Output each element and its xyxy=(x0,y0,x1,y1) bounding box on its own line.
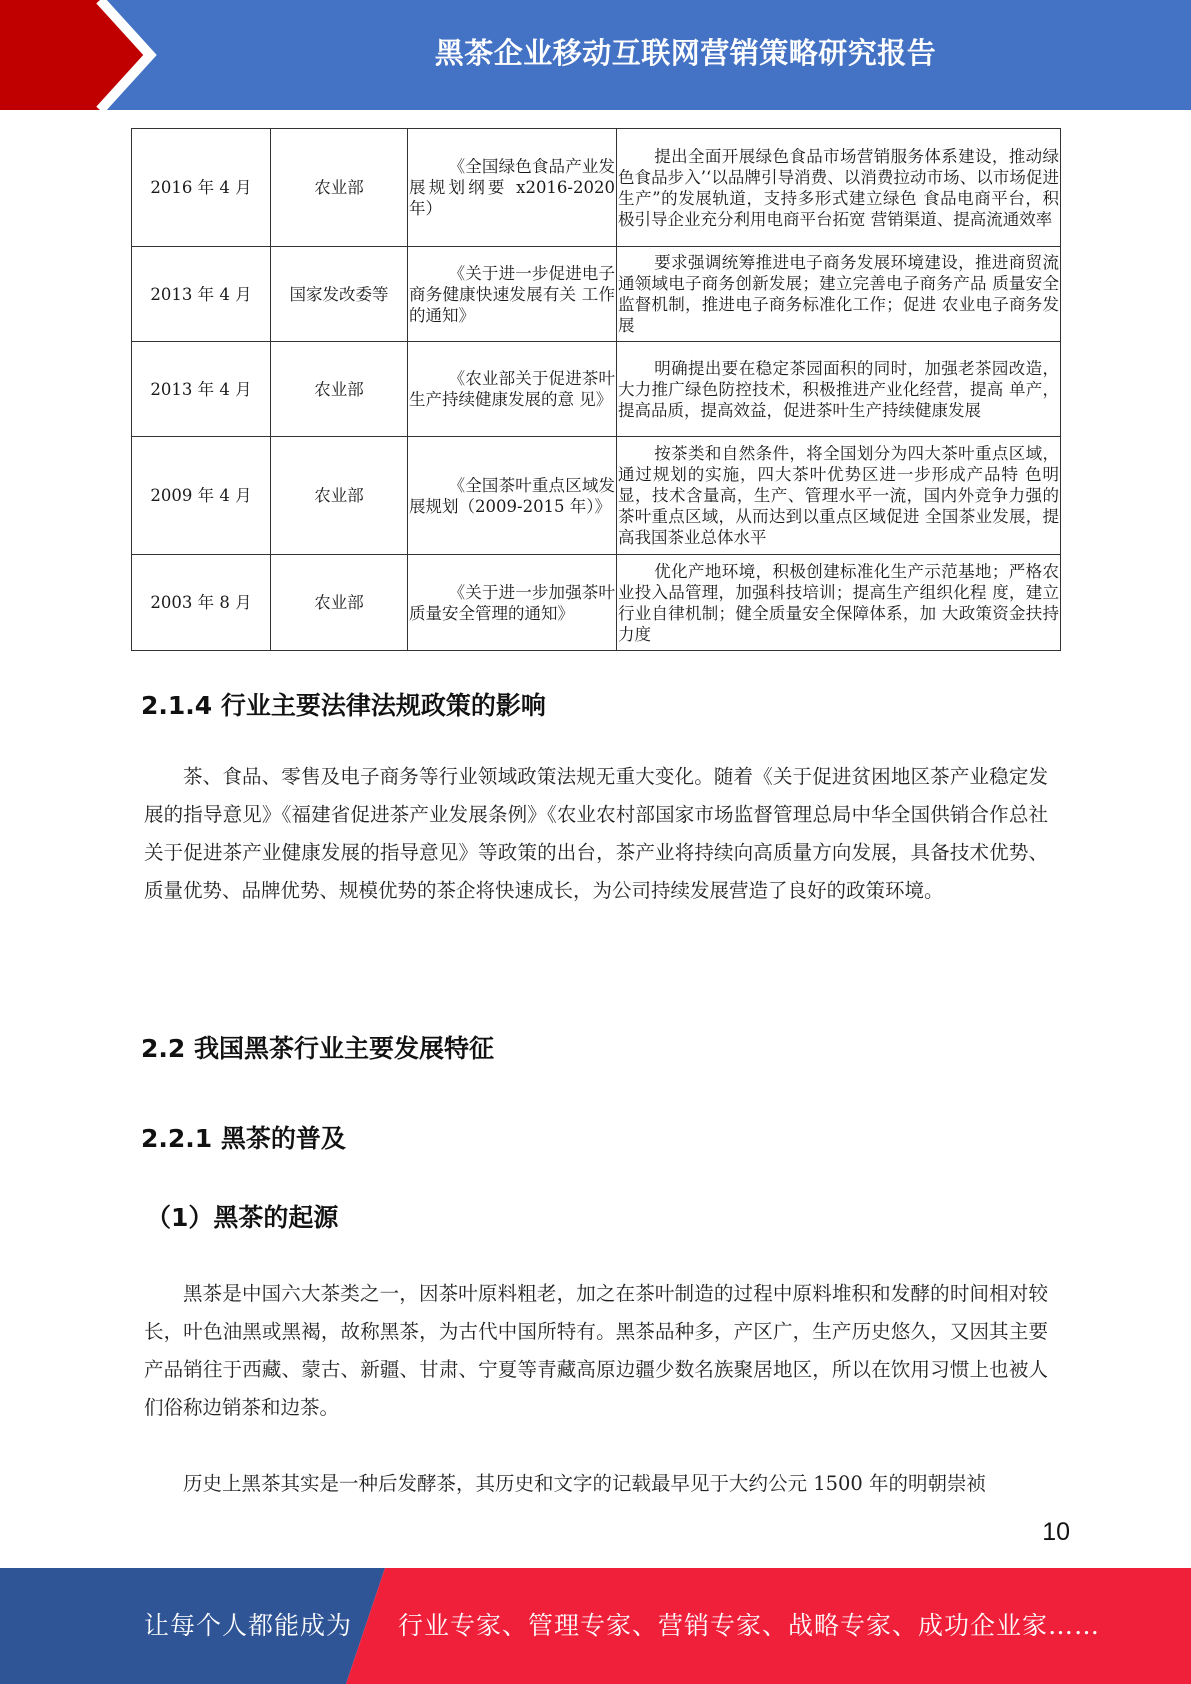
section-heading-2-2: 2.2 我国黑茶行业主要发展特征 xyxy=(141,1034,494,1063)
report-title: 黑茶企业移动互联网营销策略研究报告 xyxy=(434,36,937,70)
policy-table xyxy=(131,128,1061,651)
table-cell-policy-content: 优化产地环境，积极创建标准化生产示范基地；严格农业投入品管理，加强科技培训；提高生产组织化程 度，建立行业自律机制；健全质量安全保障体系，加 大政策资金扶持力度 xyxy=(617,555,1061,651)
table-cell-policy-title: 《关于进一步加强茶叶 质量安全管理的通知》 xyxy=(408,555,617,651)
table-cell-policy-content: 按茶类和自然条件，将全国划分为四大茶叶重点区域， 通过规划的实施，四大茶叶优势区进一步形成产品特 色明显，技术含量高，生产、管理水平一流，国内外竞争力强的茶叶重点区域，从而达到以重点区域促进 全国茶业发展，提高我国茶业总体水平 xyxy=(617,437,1061,555)
table-row xyxy=(132,129,1061,247)
table-cell-policy-title: 《关于进一步促进电子 商务健康快速发展有关 工作的通知》 xyxy=(408,247,617,342)
header-red-chevron xyxy=(0,0,150,110)
footer-slogan-right: 行业专家、管理专家、营销专家、战略专家、成功企业家…… xyxy=(398,1611,1101,1640)
table-cell-department: 农业部 xyxy=(271,129,408,247)
table-cell-department: 农业部 xyxy=(271,437,408,555)
origin-paragraph-2: 历史上黑茶其实是一种后发酵茶，其历史和文字的记载最早见于大约公元 1500 年的明朝崇祯 xyxy=(183,1472,987,1495)
table-cell-policy-title: 《农业部关于促进茶叶 生产持续健康发展的意 见》 xyxy=(408,342,617,437)
page-number: 10 xyxy=(1042,1518,1070,1546)
origin-paragraph-1: 黑茶是中国六大茶类之一，因茶叶原料粗老，加之在茶叶制造的过程中原料堆积和发酵的时间相对较长，叶色油黑或黑褐，故称黑茶，为古代中国所特有。黑茶品种多，产区广，生产历史悠久，又因其主要产品销往于西藏、蒙古、新疆、甘肃、宁夏等青藏高原边疆少数名族聚居地区，所以在饮用习惯上也被人们俗称边销茶和边茶。 xyxy=(144,1282,1048,1419)
table-cell-date: 2013 年 4 月 xyxy=(132,247,271,342)
section-2-1-4-paragraph: 茶、食品、零售及电子商务等行业领域政策法规无重大变化。随着《关于促进贫困地区茶产业稳定发展的指导意见》《福建省促进茶产业发展条例》《农业农村部国家市场监督管理总局中华全国供销合作总社关于促进茶产业健康发展的指导意见》等政策的出台，茶产业将持续向高质量方向发展，具备技术优势、质量优势、品牌优势、规模优势的茶企将快速成长，为公司持续发展营造了良好的政策环境。 xyxy=(144,765,1048,902)
table-cell-policy-content: 明确提出要在稳定茶园面积的同时，加强老茶园改造， 大力推广绿色防控技术，积极推进产业化经营，提高 单产，提高品质，提高效益，促进茶叶生产持续健康发展 xyxy=(617,342,1061,437)
page-footer xyxy=(0,1568,1191,1684)
table-cell-department: 国家发改委等 xyxy=(271,247,408,342)
table-cell-date: 2009 年 4 月 xyxy=(132,437,271,555)
table-cell-policy-content: 要求强调统筹推进电子商务发展环境建设，推进商贸流通领域电子商务创新发展；建立完善电子商务产品 质量安全监督机制，推进电子商务标准化工作；促进 农业电子商务发展 xyxy=(617,247,1061,342)
table-cell-department: 农业部 xyxy=(271,342,408,437)
table-cell-policy-title: 《全国茶叶重点区域发 展规划（2009-2015 年）》 xyxy=(408,437,617,555)
table-cell-policy-content: 提出全面开展绿色食品市场营销服务体系建设，推动绿色食品步入’‘以品牌引导消费、以消费拉动市场、以市场促进生产”的发展轨道，支持多形式建立绿色 食品电商平台，积极引导企业充分利用电商平台拓宽 营销渠道、提高流通效率 xyxy=(617,129,1061,247)
table-cell-date: 2013 年 4 月 xyxy=(132,342,271,437)
table-row xyxy=(132,437,1061,555)
table-row xyxy=(132,247,1061,342)
section-heading-2-2-1: 2.2.1 黑茶的普及 xyxy=(141,1124,346,1153)
table-cell-policy-title: 《全国绿色食品产业发 展规划纲要 x2016-2020 年） xyxy=(408,129,617,247)
table-row xyxy=(132,555,1061,651)
section-heading-2-1-4: 2.1.4 行业主要法律法规政策的影响 xyxy=(141,691,546,720)
page-header xyxy=(0,0,1191,110)
table-cell-date: 2003 年 8 月 xyxy=(132,555,271,651)
table-cell-department: 农业部 xyxy=(271,555,408,651)
table-row xyxy=(132,342,1061,437)
table-cell-date: 2016 年 4 月 xyxy=(132,129,271,247)
subsection-heading-origin: （1）黑茶的起源 xyxy=(146,1203,339,1232)
footer-slogan-left: 让每个人都能成为 xyxy=(144,1611,353,1640)
